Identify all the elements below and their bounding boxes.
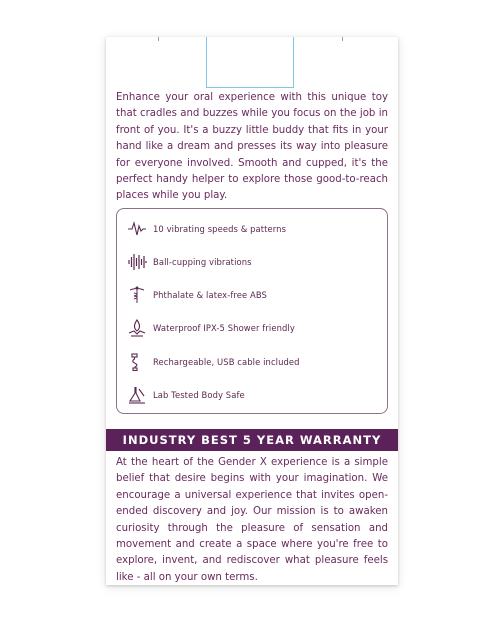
features-box	[116, 208, 388, 414]
product-description: Enhance your oral experience with this unique toy that cradles and buzzes while you focus on the job in front of you. It's a buzzy little buddy that fits in your hand like a dream and presses its way into pleasure for everyone involved. Smooth and cupped, it's the perfect handy helper to explore those good-to-reach places while you play.	[116, 92, 388, 202]
warranty-banner	[106, 429, 398, 451]
feature-item	[127, 253, 252, 271]
feature-label: Lab Tested Body Safe	[153, 390, 245, 400]
warranty-text: INDUSTRY BEST 5 YEAR WARRANTY	[122, 433, 382, 447]
feature-label: Phthalate & latex-free ABS	[153, 290, 267, 300]
crop-mark	[342, 37, 343, 41]
caduceus-icon	[127, 286, 147, 304]
brand-mission-text: At the heart of the Gender X experience is a simple belief that desire begins with your imagination. We encourage a universal experience that invites open-ended discovery and joy. Our mission is to awaken curiosity through the pleasure of sensation and movement and create a space where you're free to explore, invent, and rediscover what pleasure feels like - all on your own terms.	[116, 457, 388, 583]
feature-label: 10 vibrating speeds & patterns	[153, 224, 287, 234]
feature-label: Ball-cupping vibrations	[153, 257, 252, 267]
feature-item	[127, 220, 286, 238]
lab-flask-icon	[127, 386, 147, 404]
feature-item	[127, 319, 295, 337]
feature-label: Waterproof IPX-5 Shower friendly	[153, 323, 295, 333]
sound-bars-icon	[127, 253, 147, 271]
feature-item	[127, 286, 267, 304]
feature-item	[127, 386, 245, 404]
feature-item	[127, 353, 300, 371]
package-back-panel	[106, 37, 398, 585]
feature-label: Rechargeable, USB cable included	[153, 357, 300, 367]
usb-cable-icon	[127, 353, 147, 371]
water-drop-icon	[127, 319, 147, 337]
waveform-icon	[127, 220, 147, 238]
crop-mark	[158, 37, 159, 41]
window-cutout-outline	[206, 37, 294, 88]
